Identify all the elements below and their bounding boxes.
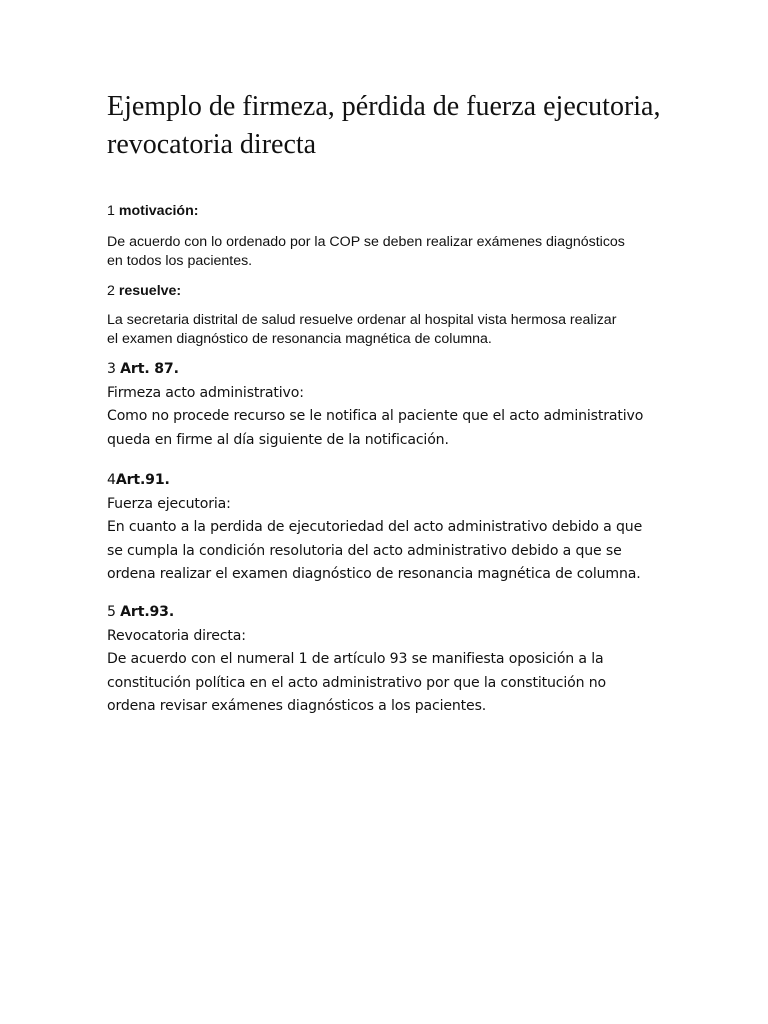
section-5-number: 5 xyxy=(107,604,116,620)
section-1-line: en todos los pacientes. xyxy=(107,252,253,269)
section-5-line: De acuerdo con el numeral 1 de artículo 93 se manifiesta oposición a la xyxy=(107,651,604,667)
section-2-body xyxy=(107,311,616,348)
section-4-line: se cumpla la condición resolutoria del acto administrativo debido a que se xyxy=(107,542,622,559)
section-4 xyxy=(107,469,642,587)
section-3-line: Como no procede recurso se le notifica al paciente que el acto administrativo xyxy=(107,408,644,424)
section-5-subtitle: Revocatoria directa: xyxy=(107,627,246,644)
section-4-line: ordena realizar el examen diagnóstico de resonancia magnética de columna. xyxy=(107,566,641,582)
title-line-1: Ejemplo de firmeza, pérdida de fuerza ejecutoria, xyxy=(107,91,661,122)
section-1-heading xyxy=(107,202,198,221)
section-3-line: queda en firme al día siguiente de la notificación. xyxy=(107,431,449,448)
section-3-subtitle: Firmeza acto administrativo: xyxy=(107,384,304,401)
section-2-number: 2 xyxy=(107,283,115,299)
section-5 xyxy=(107,601,606,719)
section-3-number: 3 xyxy=(107,361,116,377)
section-5-article: Art.93. xyxy=(120,604,175,620)
section-3 xyxy=(107,358,643,452)
section-3-article: Art. 87. xyxy=(120,361,179,377)
section-4-line: En cuanto a la perdida de ejecutoriedad del acto administrativo debido a que xyxy=(107,519,643,535)
section-1-number: 1 xyxy=(107,203,115,219)
section-5-heading xyxy=(107,601,606,625)
section-2-title: resuelve: xyxy=(118,283,182,299)
section-4-heading xyxy=(107,469,642,493)
title-line-2: revocatoria directa xyxy=(107,129,317,160)
section-4-number: 4 xyxy=(107,472,116,488)
section-4-subtitle: Fuerza ejecutoria: xyxy=(107,495,231,512)
section-3-heading xyxy=(107,358,643,382)
section-2-line: el examen diagnóstico de resonancia magnética de columna. xyxy=(107,330,492,347)
section-2-heading xyxy=(107,282,181,301)
section-5-line: constitución política en el acto administrativo por que la constitución no xyxy=(107,674,606,691)
section-5-line: ordena revisar exámenes diagnósticos a los pacientes. xyxy=(107,698,487,714)
section-1-line: De acuerdo con lo ordenado por la COP se deben realizar exámenes diagnósticos xyxy=(107,234,625,250)
section-1-title: motivación: xyxy=(118,203,199,219)
section-1-body xyxy=(107,233,625,270)
document-title xyxy=(107,88,707,164)
section-4-article: Art.91. xyxy=(115,472,170,488)
section-2-line: La secretaria distrital de salud resuelve ordenar al hospital vista hermosa realizar xyxy=(107,312,617,328)
